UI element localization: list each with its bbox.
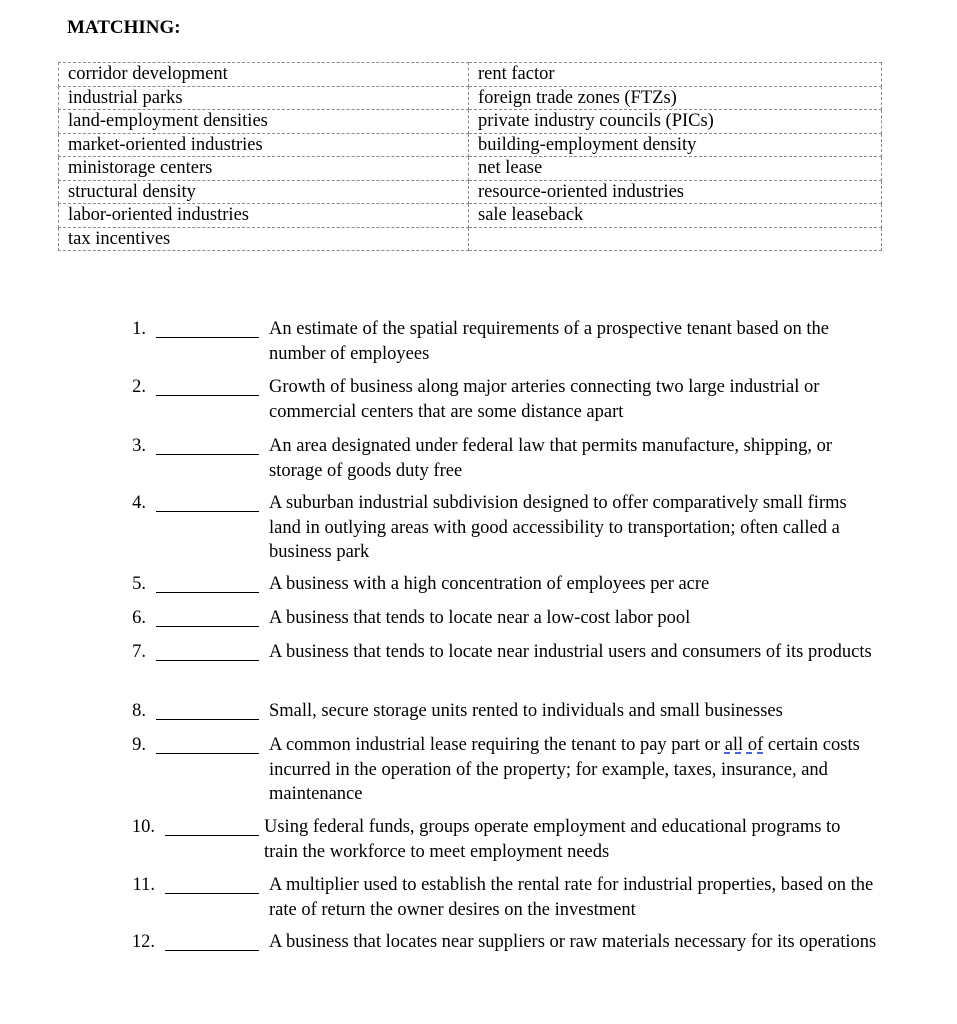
question-number: 9. [132,735,146,755]
term-cell: rent factor [469,63,882,87]
term-cell: resource-oriented industries [469,180,882,204]
term-cell: labor-oriented industries [59,204,469,228]
answer-blank[interactable] [156,592,259,593]
question-text: Growth of business along major arteries connecting two large industrial or commercial centers that are some distance apart [269,377,820,422]
question-text: A business that locates near suppliers or raw materials necessary for its operations [269,932,877,952]
question-number: 8. [132,701,146,721]
question-text: An area designated under federal law that permits manufacture, shipping, or storage of goods duty free [269,436,833,481]
question-number: 5. [132,574,146,594]
question-text [269,733,879,807]
answer-blank[interactable] [156,719,259,720]
answer-blank[interactable] [156,511,259,512]
term-cell: building-employment density [469,133,882,157]
question-number: 2. [132,377,146,397]
grammar-flagged-text[interactable]: all of [724,735,764,755]
term-cell: private industry councils (PICs) [469,110,882,134]
term-cell: corridor development [59,63,469,87]
question-text: A multiplier used to establish the rental rate for industrial properties, based on the rate of return the owner desires on the investment [269,875,874,920]
term-cell: tax incentives [59,227,469,251]
answer-blank[interactable] [156,454,259,455]
answer-blank[interactable] [165,950,259,951]
answer-blank[interactable] [156,753,259,754]
question-number: 7. [132,642,146,662]
question-text: Small, secure storage units rented to individuals and small businesses [269,701,783,721]
question-text-part: A common industrial lease requiring the tenant to pay part or [269,735,725,755]
page-title: MATCHING: [67,17,181,38]
question-number: 3. [132,436,146,456]
question-number: 1. [132,319,146,339]
term-cell: net lease [469,157,882,181]
question-number: 11. [132,875,155,895]
question-text: A business with a high concentration of employees per acre [269,574,710,594]
term-cell: structural density [59,180,469,204]
answer-blank[interactable] [156,337,259,338]
term-cell: market-oriented industries [59,133,469,157]
answer-blank[interactable] [165,893,259,894]
question-text-part: certain costs incurred in the operation of the property; for example, taxes, insurance, and maintenance [269,735,860,804]
question-text: An estimate of the spatial requirements of a prospective tenant based on the number of employees [269,319,829,364]
question-text: A suburban industrial subdivision designed to offer comparatively small firms land in outlying areas with good accessibility to transportation; often called a business park [269,493,847,562]
question-number: 4. [132,493,146,513]
question-text: Using federal funds, groups operate employment and educational programs to train the workforce to meet employment needs [264,817,841,862]
question-number: 10. [131,817,155,837]
term-cell: land-employment densities [59,110,469,134]
question-text: A business that tends to locate near a low-cost labor pool [269,608,691,628]
term-cell: industrial parks [59,86,469,110]
answer-blank[interactable] [156,660,259,661]
term-cell: foreign trade zones (FTZs) [469,86,882,110]
term-cell: ministorage centers [59,157,469,181]
term-cell: sale leaseback [469,204,882,228]
question-number: 12. [131,932,155,952]
answer-blank[interactable] [156,626,259,627]
question-text: A business that tends to locate near industrial users and consumers of its products [269,642,872,662]
answer-blank[interactable] [156,395,259,396]
answer-blank[interactable] [165,835,259,836]
question-number: 6. [132,608,146,628]
